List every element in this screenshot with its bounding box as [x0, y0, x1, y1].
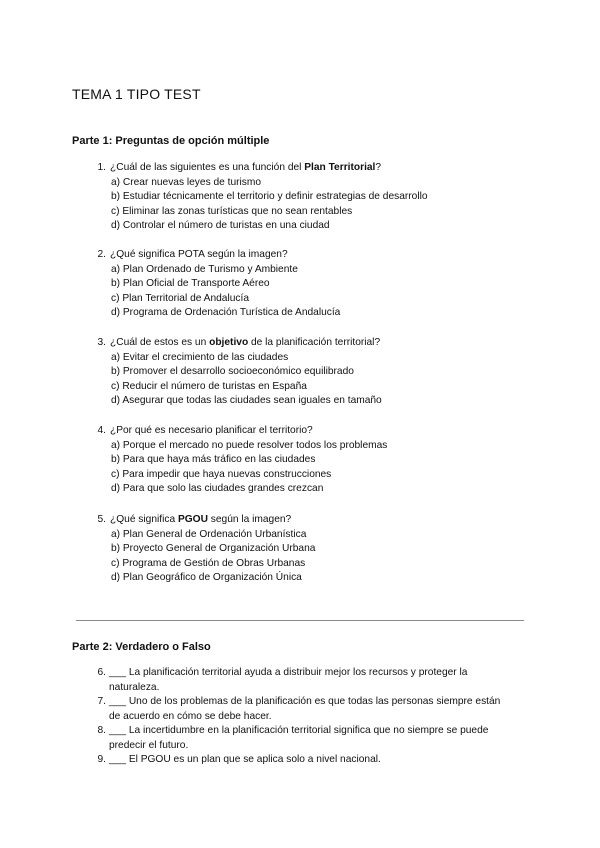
question-option: a) Porque el mercado no puede resolver todos los problemas — [111, 439, 388, 451]
question-option: d) Asegurar que todas las ciudades sean iguales en tamaño — [111, 395, 382, 407]
question-option: b) Promover el desarrollo socioeconómico equilibrado — [111, 366, 354, 378]
question-option: c) Reducir el número de turistas en España — [111, 380, 307, 392]
statement-number: 8. — [97, 725, 106, 736]
question-option: c) Para impedir que haya nuevas construcciones — [111, 468, 332, 480]
question-option: b) Para que haya más tráfico en las ciudades — [111, 454, 316, 466]
statement-7 — [72, 695, 512, 725]
statement-number: 6. — [97, 667, 106, 678]
question-option: c) Programa de Gestión de Obras Urbanas — [111, 557, 306, 569]
question-option: a) Plan Ordenado de Turismo y Ambiente — [111, 263, 298, 275]
question-stem: ¿Por qué es necesario planificar el territorio? — [110, 425, 313, 436]
question-stem: ¿Cuál de estos es un objetivo de la planificación territorial? — [110, 337, 381, 348]
page-title: TEMA 1 TIPO TEST — [72, 86, 201, 102]
question-number: 2. — [97, 249, 106, 260]
question-number: 4. — [97, 425, 106, 436]
question-option: d) Controlar el número de turistas en una ciudad — [111, 220, 330, 232]
question-5 — [72, 513, 512, 586]
part1-heading: Parte 1: Preguntas de opción múltiple — [72, 135, 270, 147]
section-divider — [76, 620, 524, 621]
statement-6 — [72, 666, 512, 696]
question-option: c) Eliminar las zonas turísticas que no sean rentables — [111, 205, 353, 217]
question-stem: ¿Cuál de las siguientes es una función del Plan Territorial? — [110, 162, 382, 173]
question-number: 1. — [97, 162, 106, 173]
statement-number: 7. — [97, 696, 106, 707]
question-option: d) Para que solo las ciudades grandes crezcan — [111, 483, 324, 495]
statement-9 — [72, 753, 512, 768]
question-2 — [72, 248, 512, 321]
question-option: d) Programa de Ordenación Turística de Andalucía — [111, 307, 341, 319]
question-stem: ¿Qué significa PGOU según la imagen? — [110, 514, 292, 525]
statement-8 — [72, 724, 512, 754]
question-1 — [72, 161, 512, 234]
question-option: a) Crear nuevas leyes de turismo — [111, 176, 262, 188]
question-stem: ¿Qué significa POTA según la imagen? — [110, 249, 288, 260]
question-option: b) Proyecto General de Organización Urbana — [111, 543, 316, 555]
statement-text: ___ Uno de los problemas de la planificación es que todas las personas siempre están de acuerdo en cómo se debe hacer. — [109, 696, 501, 722]
statement-text: ___ La incertidumbre en la planificación territorial significa que no siempre se puede predecir el futuro. — [109, 725, 489, 751]
question-3 — [72, 336, 512, 409]
question-option: d) Plan Geográfico de Organización Única — [111, 572, 302, 584]
statement-number: 9. — [97, 754, 106, 765]
question-option: b) Plan Oficial de Transporte Aéreo — [111, 278, 270, 290]
part2-heading: Parte 2: Verdadero o Falso — [72, 641, 211, 653]
question-number: 5. — [97, 514, 106, 525]
question-number: 3. — [97, 337, 106, 348]
statement-text: ___ El PGOU es un plan que se aplica solo a nivel nacional. — [109, 754, 381, 765]
question-4 — [72, 424, 512, 497]
question-option: c) Plan Territorial de Andalucía — [111, 292, 249, 304]
question-option: b) Estudiar técnicamente el territorio y definir estrategias de desarrollo — [111, 191, 428, 203]
question-option: a) Plan General de Ordenación Urbanística — [111, 528, 307, 540]
statement-text: ___ La planificación territorial ayuda a distribuir mejor los recursos y proteger la naturaleza. — [109, 667, 468, 693]
question-option: a) Evitar el crecimiento de las ciudades — [111, 351, 289, 363]
